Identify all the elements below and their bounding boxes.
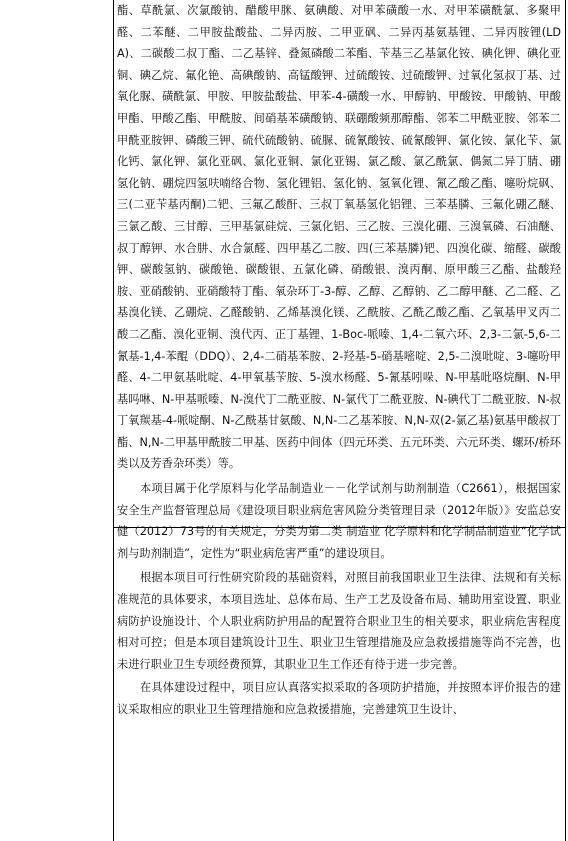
classification-paragraph: 本项目属于化学原料与化学品制造业－－化学试剂与助剂制造（C2661），根据国家安全生产监督管理总局《建设项目职业病危害风险分类管理目录（2012年版）》安监总安健（2012）73号的有关规定，分类为第二类 制造业 化学原料和化学制品制造业“化学试剂与助剂制造”，定性为“职业病危害严重”的建设项目。 <box>117 482 561 560</box>
table-right-border <box>565 0 566 841</box>
assessment-paragraph: 根据本项目可行性研究阶段的基础资料，对照目前我国职业卫生法律、法规和有关标准规范的具体要求，本项目选址、总体布局、生产工艺及设备布局、辅助用室设置、职业病防护设施设计、个人职业病防护用品的配置符合职业卫生的相关要求，职业病危害程度相对可控；但是本项目建筑设计卫生、职业卫生管理措施及应急救援措施等尚不完善，也未进行职业卫生专项经费预算，其职业卫生工作还有待于进一步完善。 <box>117 571 561 671</box>
conclusion-cell <box>117 0 561 721</box>
implementation-paragraph: 在具体建设过程中，项目应认真落实拟采取的各项防护措施，并按照本评价报告的建议采取相应的职业卫生管理措施和应急救援措施，完善建筑卫生设计、 <box>117 681 561 716</box>
table-left-border <box>113 0 114 841</box>
chemicals-list-paragraph: 酯、草酰氯、次氯酸钠、醋酸甲脒、氨碘酸、对甲苯磺酸一水、对甲苯磺酰氯、多聚甲醛、二苯醚、二甲胺盐酸盐、二异丙胺、二甲亚砜、二异丙基氨基锂、二异丙胺锂(LDA)、二碳酸二叔丁酯、二乙基锌、叠氮磷酸二苯酯、苄基三乙基氯化铵、碘化钾、碘化亚铜、碘乙烷、氟化铯、高碘酸钠、高锰酸钾、过硫酸铵、过硫酸钾、过氧化氢叔丁基、过氧化脲、磺酰氯、甲胺、甲胺盐酸盐、甲苯-4-磺酸一水、甲醇钠、甲酸铵、甲酸钠、甲酸甲酯、甲酸乙酯、甲酰胺、间硝基苯磺酸钠、联硼酸频那醇酯、邻苯二甲酰亚胺、邻苯二甲酰亚胺钾、磷酸三钾、硫代硫酸钠、硫脲、硫氰酸铵、硫氰酸钾、氯化铵、氯化苄、氯化钙、氯化钾、氯化亚砜、氯化亚铜、氯化亚锡、氯乙酸、氯乙酰氯、偶氮二异丁腈、硼氢化钠、硼烷四氢呋喃络合物、氢化锂铝、氢化钠、氢氧化锂、氰乙酸乙酯、噻吩烷砜、三(二亚苄基丙酮)二钯、三氟乙酸酐、三叔丁氧基氢化铝锂、三苯基膦、三氟化硼乙醚、三氯乙酸、三甘醇、三甲基氯硅烷、三氯化铝、三乙胺、三溴化硼、三溴氧磷、石油醚、叔丁醇钾、水合肼、水合氯醛、四甲基乙二胺、四(三苯基膦)钯、四溴化碳、缩醛、碳酸钾、碳酸氢钠、碳酸铯、碳酸银、五氯化磷、硝酸银、溴丙酮、原甲酸三乙酯、盐酸羟胺、亚硝酸钠、亚硝酸特丁酯、氧杂环丁-3-醇、乙醇、乙醇钠、乙二醇甲醚、乙二醛、乙基溴化镁、乙硼烷、乙醛酸钠、乙烯基溴化镁、乙酰胺、乙酰乙酸乙酯、乙氧基甲叉丙二酸二乙酯、溴化亚铜、溴代丙、正丁基锂、1-Boc-哌嗪、1,4-二氧六环、2,3-二氯-5,6-二氰基-1,4-苯醌（DDQ）、2,4-二硝基苯胺、2-羟基-5-硝基嘧啶、2,5-二溴吡啶、3-噻吩甲醛、4-二甲氨基吡啶、4-甲氧基苄胺、5-溴水杨醛、5-氰基吲哚、N-甲基吡咯烷酮、N-甲基吗啉、N-甲基哌嗪、N-溴代丁二酰亚胺、N-氯代丁二酰亚胺、N-碘代丁二酰亚胺、N-叔丁氧羰基-4-哌啶酮、N-乙酰基甘氨酸、N,N-二乙基苯胺、N,N-双(2-氯乙基)氨基甲酸叔丁酯、N,N-二甲基甲酰胺二甲基、医药中间体（四元环类、五元环类、六元环类、螺环/桥环类以及芳香杂环类）等。 <box>117 4 561 471</box>
